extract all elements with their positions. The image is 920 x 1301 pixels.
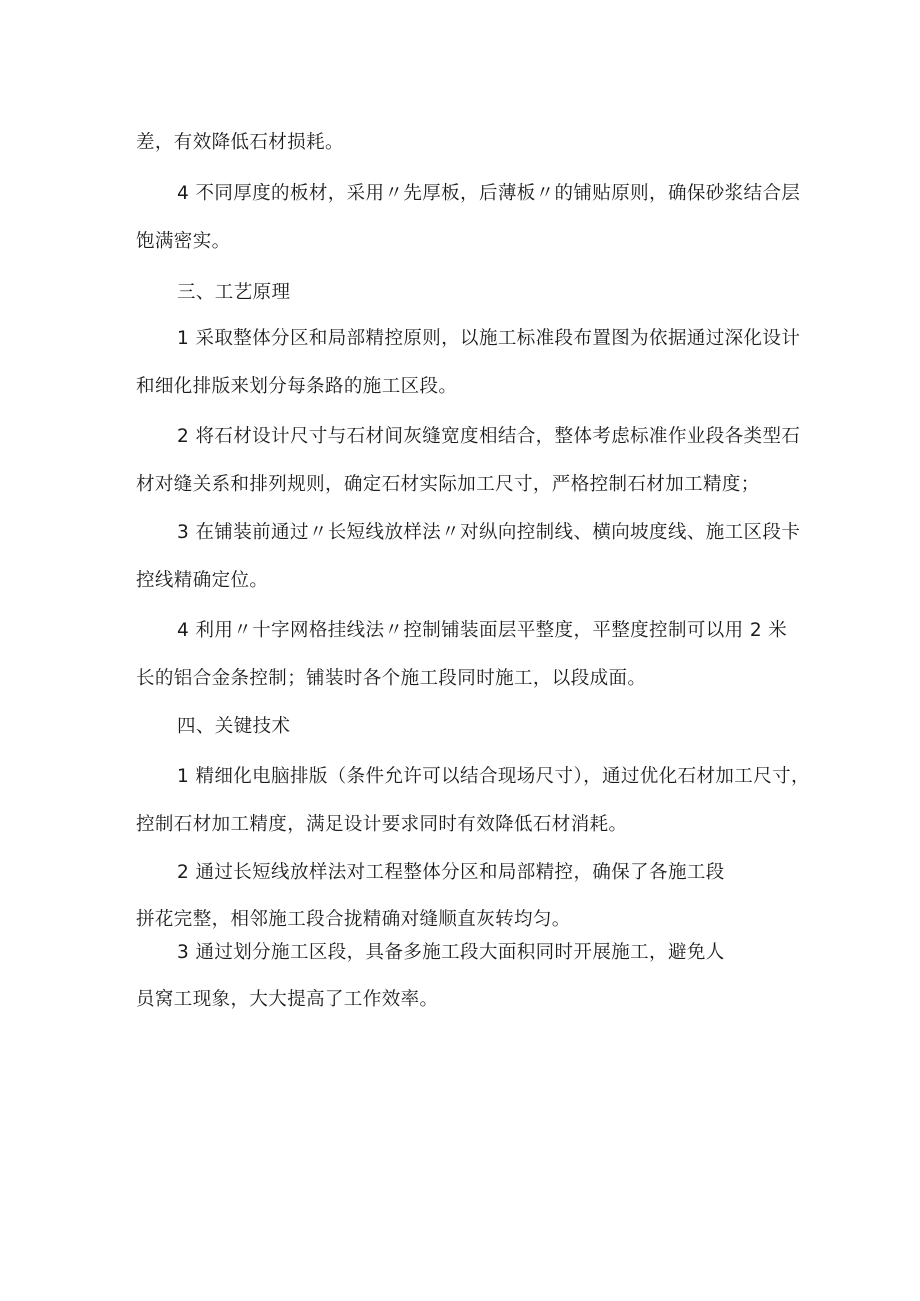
text-line-8: 材对缝关系和排列规则，确定石材实际加工尺寸，严格控制石材加工精度； (136, 474, 760, 495)
text-line-15: 控制石材加工精度，满足设计要求同时有效降低石材消耗。 (136, 814, 628, 835)
text-line-3: 饱满密实。 (136, 231, 231, 252)
text-line-18: 3 通过划分施工区段，具备多施工段大面积同时开展施工，避免人 (177, 942, 725, 963)
section-heading-4: 四、关键技术 (177, 716, 291, 737)
text-line-12: 长的铝合金条控制；铺装时各个施工段同时施工，以段成面。 (136, 668, 647, 689)
section-heading-3: 三、工艺原理 (177, 282, 291, 303)
text-line-2: 4 不同厚度的板材，采用〃先厚板，后薄板〃的铺贴原则，确保砂浆结合层 (177, 183, 801, 204)
text-line-9: 3 在铺装前通过〃长短线放样法〃对纵向控制线、横向坡度线、施工区段卡 (177, 522, 801, 543)
text-line-7: 2 将石材设计尺寸与石材间灰缝宽度相结合，整体考虑标准作业段各类型石 (177, 426, 801, 447)
text-line-19: 员窝工现象，大大提高了工作效率。 (136, 989, 439, 1010)
text-line-1: 差，有效降低石材损耗。 (136, 132, 344, 153)
text-line-17: 拼花完整，相邻施工段合拢精确对缝顺直灰转均匀。 (136, 909, 571, 930)
text-line-11: 4 利用〃十字网格挂线法〃控制铺装面层平整度，平整度控制可以用 2 米 (177, 620, 788, 641)
text-line-5: 1 采取整体分区和局部精控原则，以施工标准段布置图为依据通过深化设计 (177, 328, 801, 349)
text-line-10: 控线精确定位。 (136, 570, 269, 591)
text-line-6: 和细化排版来划分每条路的施工区段。 (136, 376, 458, 397)
text-line-16: 2 通过长短线放样法对工程整体分区和局部精控，确保了各施工段 (177, 862, 725, 883)
text-line-14: 1 精细化电脑排版（条件允许可以结合现场尺寸），通过优化石材加工尺寸， (177, 766, 810, 787)
